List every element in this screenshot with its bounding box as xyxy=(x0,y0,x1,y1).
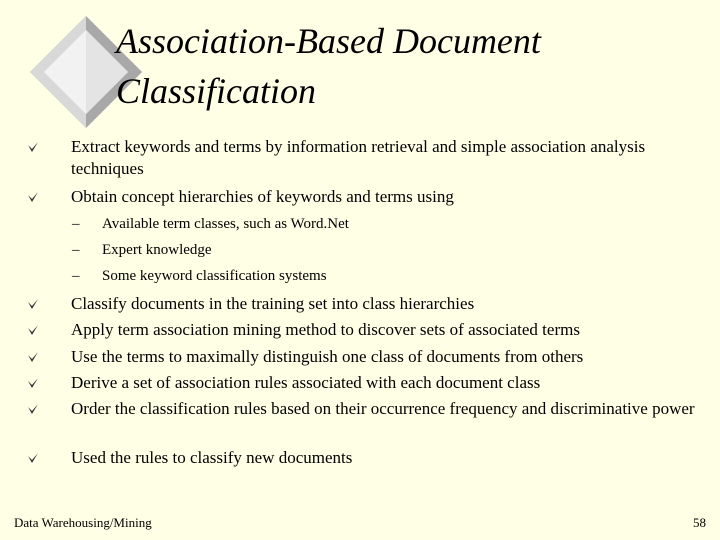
dash-marker: – xyxy=(72,268,80,284)
sub-item-text: Available term classes, such as Word.Net xyxy=(102,216,349,232)
bullet-text: Obtain concept hierarchies of keywords and terms using xyxy=(71,187,454,206)
bullet-text: Order the classification rules based on their occurrence frequency and discriminative power xyxy=(71,399,695,418)
checkmark-bullet-icon xyxy=(26,323,40,337)
dash-marker: – xyxy=(72,242,80,258)
bullet-text: Apply term association mining method to discover sets of associated terms xyxy=(71,320,580,339)
bullet-text: Used the rules to classify new documents xyxy=(71,448,353,467)
checkmark-bullet-icon xyxy=(26,190,40,204)
bullet-text: Derive a set of association rules associated with each document class xyxy=(71,373,541,392)
checkmark-bullet-icon xyxy=(26,451,40,465)
checkmark-bullet-icon xyxy=(26,350,40,364)
checkmark-bullet-icon xyxy=(26,376,40,390)
footer-course-title: Data Warehousing/Mining xyxy=(14,515,152,530)
checkmark-bullet-icon xyxy=(26,402,40,416)
bullet-text: Classify documents in the training set into class hierarchies xyxy=(71,294,475,313)
bullet-text: Extract keywords and terms by information retrieval and simple association analysis techniques xyxy=(71,137,646,178)
page-number: 58 xyxy=(693,515,706,530)
dash-marker: – xyxy=(72,216,80,232)
checkmark-bullet-icon xyxy=(26,297,40,311)
bullet-text: Use the terms to maximally distinguish one class of documents from others xyxy=(71,347,584,366)
slide-title: Association-Based Document Classification xyxy=(116,21,541,111)
sub-item-text: Expert knowledge xyxy=(102,242,212,258)
sub-item-text: Some keyword classification systems xyxy=(102,268,327,284)
checkmark-bullet-icon xyxy=(26,140,40,154)
